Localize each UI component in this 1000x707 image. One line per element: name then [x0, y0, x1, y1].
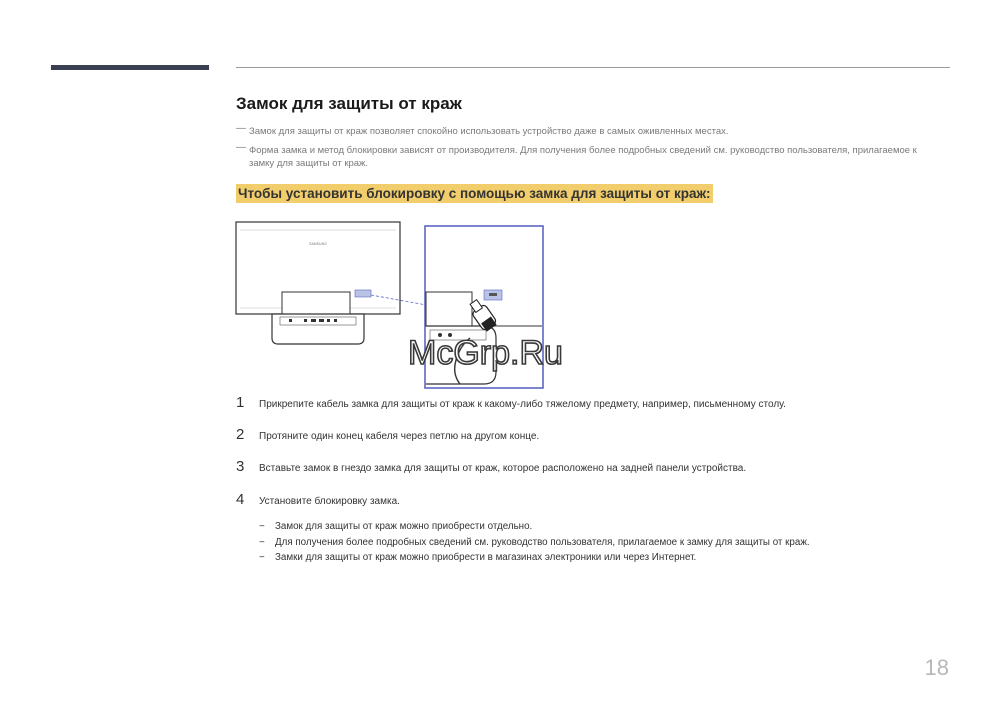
step-number: 4 — [236, 491, 245, 508]
note-dash: ― — [236, 123, 246, 134]
note-1 — [236, 125, 926, 138]
note-dash: ― — [236, 142, 246, 153]
brand-text: SAMSUNG — [309, 242, 327, 246]
bullet-dash: − — [259, 521, 265, 532]
header-rule — [236, 67, 950, 68]
note-2 — [236, 144, 926, 170]
step-text: Вставьте замок в гнездо замка для защиты от краж, которое расположено на задней панели устройства. — [259, 463, 747, 474]
note-text: Замок для защиты от краж позволяет спокойно использовать устройство даже в самых оживленных местах. — [249, 126, 729, 137]
step-number: 1 — [236, 394, 245, 411]
bullet-dash: − — [259, 537, 265, 548]
bullet-dash: − — [259, 552, 265, 563]
lock-slot-marker — [355, 290, 371, 297]
bullet-text: Замки для защиты от краж можно приобрести в магазинах электроники или через Интернет. — [275, 552, 697, 563]
section-subtitle: Чтобы установить блокировку с помощью замка для защиты от краж: — [238, 186, 711, 201]
bullet-text: Для получения более подробных сведений см. руководство пользователя, прилагаемое к замку для защиты от краж. — [275, 537, 810, 548]
step-text: Протяните один конец кабеля через петлю на другом конце. — [259, 431, 540, 442]
step-number: 2 — [236, 426, 245, 443]
header-accent-bar — [51, 65, 209, 70]
monitor-rear-view — [236, 222, 400, 344]
page-title: Замок для защиты от краж — [236, 94, 462, 113]
step-number: 3 — [236, 458, 245, 475]
step-text: Установите блокировку замка. — [259, 496, 400, 507]
bullet-text: Замок для защиты от краж можно приобрести отдельно. — [275, 521, 533, 532]
step-text: Прикрепите кабель замка для защиты от краж к какому-либо тяжелому предмету, например, письменному столу. — [259, 399, 786, 410]
note-text: Форма замка и метод блокировки зависят от производителя. Для получения более подробных сведений см. руководство пользователя, прилагаемое к замку для защиты от краж. — [249, 145, 917, 169]
page-number: 18 — [924, 655, 949, 680]
watermark-text: McGrp.Ru — [408, 334, 563, 372]
